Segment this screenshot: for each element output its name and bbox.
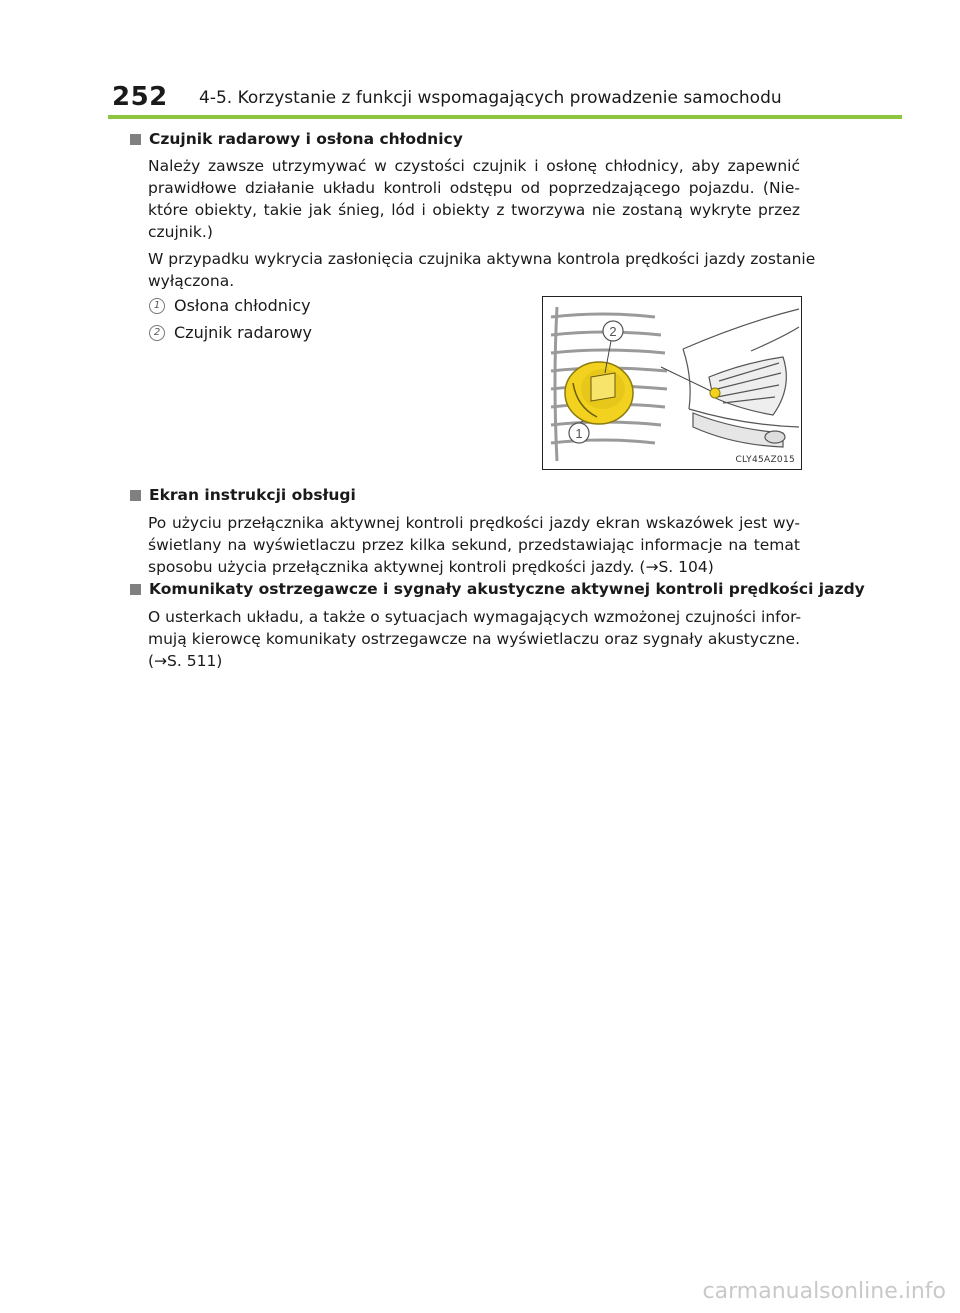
list-item-radar xyxy=(149,323,312,342)
section-heading-instruction-screen xyxy=(130,486,356,504)
list-item-label: Czujnik radarowy xyxy=(174,323,313,342)
text-line: prawidłowe działanie układu kontroli odstępu od poprzedzającego pojazdu. (Nie- xyxy=(148,179,800,197)
chapter-title: 4-5. Korzystanie z funkcji wspomagających prowadzenie samochodu xyxy=(199,88,782,108)
radar-sensor-figure xyxy=(542,296,802,470)
text-line: O usterkach układu, a także o sytuacjach wymagających wzmożonej czujności infor- xyxy=(148,608,802,626)
text-line: sposobu użycia przełącznika aktywnej kontroli prędkości jazdy. (→S. 104) xyxy=(148,558,714,576)
text-line: wyłączona. xyxy=(148,272,235,290)
paragraph-radar-obstruction xyxy=(148,248,816,292)
list-item-grille xyxy=(149,296,311,315)
section-heading-radar xyxy=(130,130,463,148)
callout-2-label: 2 xyxy=(609,324,617,339)
radar-sensor-icon xyxy=(565,362,633,424)
square-bullet-icon xyxy=(130,584,141,595)
paragraph-radar-cleaning xyxy=(148,155,800,243)
text-line: (→S. 511) xyxy=(148,652,223,670)
paragraph-warnings xyxy=(148,606,800,672)
header-rule xyxy=(108,115,902,119)
text-line: mują kierowcę komunikaty ostrzegawcze na wyświetlaczu oraz sygnały akustyczne. xyxy=(148,630,800,648)
square-bullet-icon xyxy=(130,134,141,145)
text-line: które obiekty, takie jak śnieg, lód i obiekty z tworzywa nie zostaną wykryte przez xyxy=(148,201,800,219)
list-item-label: Osłona chłodnicy xyxy=(174,296,311,315)
section-heading-warnings xyxy=(130,580,865,598)
text-line: Należy zawsze utrzymywać w czystości czujnik i osłonę chłodnicy, aby zapewnić xyxy=(148,157,800,175)
callout-number: 2 xyxy=(149,325,165,341)
square-bullet-icon xyxy=(130,490,141,501)
car-sensor-marker-icon xyxy=(710,388,720,398)
text-line: Po użyciu przełącznika aktywnej kontroli prędkości jazdy ekran wskazówek jest wy- xyxy=(148,514,800,532)
section-heading-text: Czujnik radarowy i osłona chłodnicy xyxy=(149,130,463,148)
text-line: W przypadku wykrycia zasłonięcia czujnika aktywna kontrola prędkości jazdy zostanie xyxy=(148,250,816,268)
watermark: carmanualsonline.info xyxy=(702,1279,946,1304)
page-number: 252 xyxy=(112,82,168,112)
paragraph-instruction-screen xyxy=(148,512,800,578)
callout-1-label: 1 xyxy=(575,426,583,441)
section-heading-text: Ekran instrukcji obsługi xyxy=(149,486,356,504)
text-line: czujnik.) xyxy=(148,223,213,241)
figure-illustration xyxy=(543,297,801,469)
figure-code: CLY45AZ015 xyxy=(735,455,795,465)
callout-number: 1 xyxy=(149,298,165,314)
section-heading-text: Komunikaty ostrzegawcze i sygnały akustyczne aktywnej kontroli prędkości jazdy xyxy=(149,580,865,598)
text-line: świetlany na wyświetlaczu przez kilka sekund, przedstawiając informacje na temat xyxy=(148,536,800,554)
car-front-icon xyxy=(683,309,799,447)
